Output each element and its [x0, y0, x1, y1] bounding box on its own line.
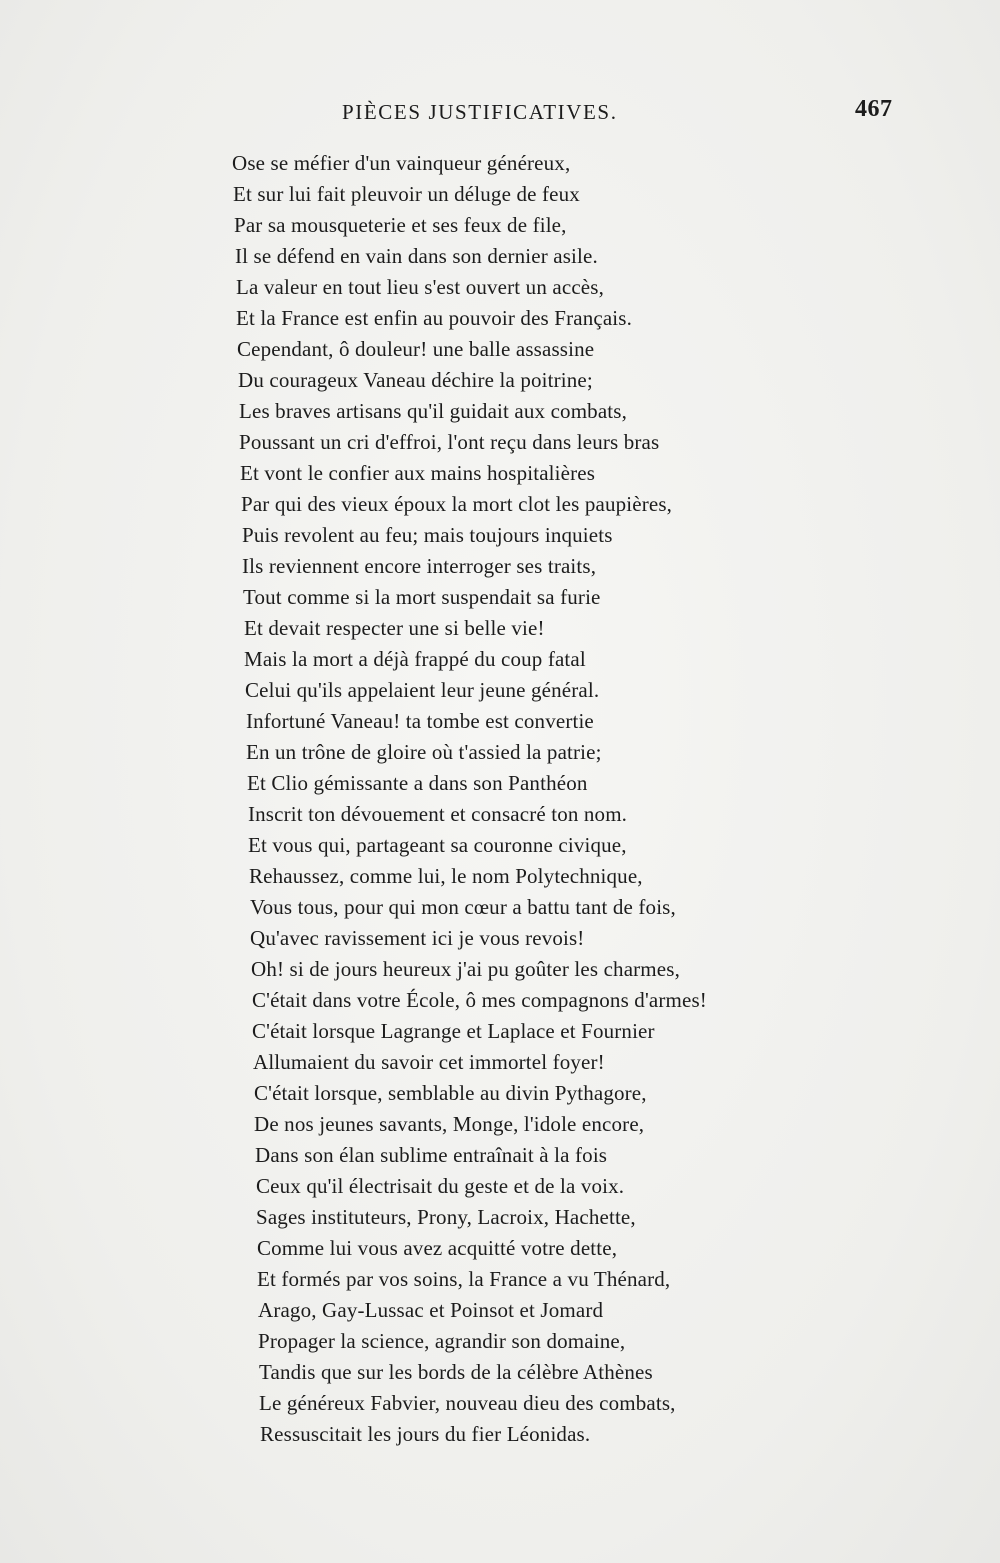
- verse-line: Il se défend en vain dans son dernier asile.: [235, 244, 598, 268]
- verse-line: Arago, Gay-Lussac et Poinsot et Jomard: [258, 1298, 604, 1322]
- verse-line: Dans son élan sublime entraînait à la fois: [255, 1143, 608, 1167]
- verse-line: Infortuné Vaneau! ta tombe est convertie: [246, 709, 594, 733]
- verse-line: C'était lorsque Lagrange et Laplace et Fournier: [252, 1019, 655, 1043]
- running-head: PIÈCES JUSTIFICATIVES.: [342, 100, 618, 124]
- verse-line: Mais la mort a déjà frappé du coup fatal: [244, 647, 586, 671]
- verse-line: Et vont le confier aux mains hospitalières: [240, 461, 596, 485]
- verse-line: Et vous qui, partageant sa couronne civique,: [248, 833, 627, 857]
- verse-line: Ose se méfier d'un vainqueur généreux,: [232, 151, 571, 175]
- verse-line: Et Clio gémissante a dans son Panthéon: [247, 771, 588, 795]
- verse-line: C'était lorsque, semblable au divin Pythagore,: [254, 1081, 647, 1105]
- verse-line: C'était dans votre École, ô mes compagnons d'armes!: [252, 988, 707, 1012]
- verse-line: De nos jeunes savants, Monge, l'idole encore,: [254, 1112, 645, 1136]
- verse-line: Ceux qu'il électrisait du geste et de la voix.: [256, 1174, 625, 1198]
- verse-line: Et la France est enfin au pouvoir des Français.: [236, 306, 633, 330]
- verse-line: Poussant un cri d'effroi, l'ont reçu dans leurs bras: [239, 430, 660, 454]
- verse-line: En un trône de gloire où t'assied la patrie;: [246, 740, 602, 764]
- verse-line: Celui qu'ils appelaient leur jeune général.: [245, 678, 600, 702]
- verse-line: Sages instituteurs, Prony, Lacroix, Hachette,: [256, 1205, 636, 1229]
- verse-line: Oh! si de jours heureux j'ai pu goûter les charmes,: [251, 957, 680, 981]
- verse-line: Puis revolent au feu; mais toujours inquiets: [242, 523, 613, 547]
- verse-line: Par qui des vieux époux la mort clot les paupières,: [241, 492, 673, 516]
- verse-line: La valeur en tout lieu s'est ouvert un accès,: [236, 275, 604, 299]
- verse-line: Rehaussez, comme lui, le nom Polytechnique,: [249, 864, 643, 888]
- verse-line: Et formés par vos soins, la France a vu Thénard,: [257, 1267, 671, 1291]
- page-number: 467: [855, 96, 893, 122]
- verse-line: Vous tous, pour qui mon cœur a battu tant de fois,: [250, 895, 676, 919]
- verse-line: Tandis que sur les bords de la célèbre Athènes: [259, 1360, 653, 1384]
- verse-line: Tout comme si la mort suspendait sa furie: [243, 585, 601, 609]
- verse-line: Propager la science, agrandir son domaine,: [258, 1329, 626, 1353]
- verse-line: Qu'avec ravissement ici je vous revois!: [250, 926, 585, 950]
- verse-line: Par sa mousqueterie et ses feux de file,: [234, 213, 567, 237]
- verse-line: Ils reviennent encore interroger ses traits,: [242, 554, 597, 578]
- verse-line: Cependant, ô douleur! une balle assassine: [237, 337, 595, 361]
- page-header: [0, 96, 1000, 132]
- verse-line: Le généreux Fabvier, nouveau dieu des combats,: [259, 1391, 676, 1415]
- verse-line: Et devait respecter une si belle vie!: [244, 616, 545, 640]
- verse-line: Comme lui vous avez acquitté votre dette,: [257, 1236, 618, 1260]
- verse-line: Du courageux Vaneau déchire la poitrine;: [238, 368, 593, 392]
- verse-line: Ressuscitait les jours du fier Léonidas.: [260, 1422, 591, 1446]
- verse-line: Et sur lui fait pleuvoir un déluge de feux: [233, 182, 580, 206]
- verse-line: Allumaient du savoir cet immortel foyer!: [253, 1050, 605, 1074]
- verse-line: Inscrit ton dévouement et consacré ton nom.: [248, 802, 628, 826]
- verse-line: Les braves artisans qu'il guidait aux combats,: [239, 399, 628, 423]
